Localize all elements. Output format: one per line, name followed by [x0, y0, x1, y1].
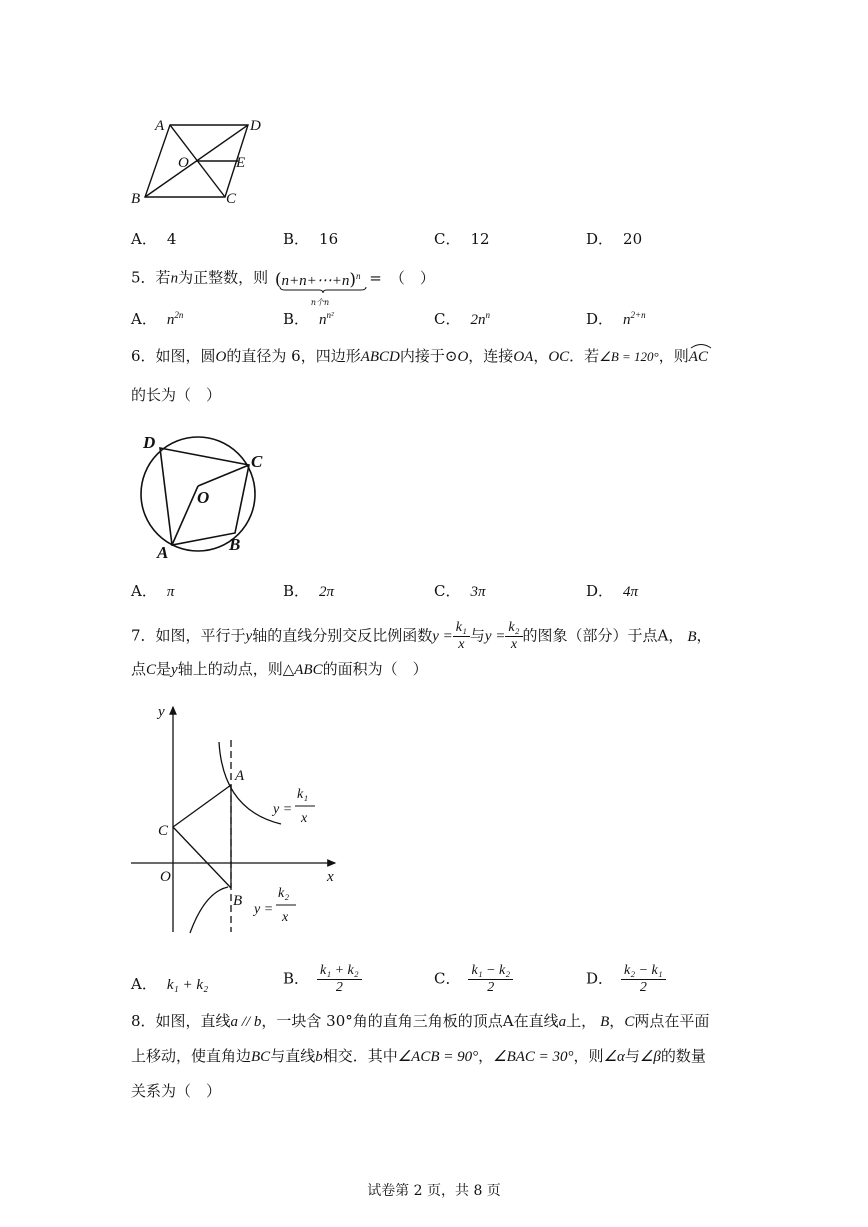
- q6-option-c[interactable]: C． 3π: [434, 582, 486, 600]
- label-y: y: [158, 704, 165, 720]
- q7-stem-line2: 点C是y轴上的动点，则△ABC的面积为（ ）: [131, 660, 428, 678]
- curve2-num: k₂: [278, 886, 290, 901]
- label-d: D: [250, 118, 261, 134]
- q8-stem-line3: 关系为（ ）: [131, 1082, 222, 1100]
- label-o: O: [160, 869, 171, 885]
- label-o: O: [178, 155, 189, 171]
- q4-option-c[interactable]: C． 12: [434, 230, 490, 248]
- q6-option-d[interactable]: D． 4π: [586, 582, 639, 600]
- q8-stem-line2: 上移动，使直角边BC与直线b相交．其中∠ACB = 90°，∠BAC = 30°，则∠α与∠β的数量: [131, 1047, 706, 1065]
- label-b: B: [131, 191, 141, 207]
- label-x: x: [327, 869, 334, 885]
- label-d: D: [143, 433, 156, 452]
- q6-option-b[interactable]: B． 2π: [283, 582, 335, 600]
- label-e: E: [236, 155, 246, 171]
- q7-option-a[interactable]: A． k₁ + k₂: [131, 975, 209, 993]
- q5-option-d[interactable]: D． $n^{2+n}$: [586, 310, 646, 328]
- q6-stem-line1: 6．如图，圆O的直径为 6，四边形ABCD内接于⊙O，连接OA，OC．若∠B = 120°，则 AC: [131, 346, 708, 367]
- q5-expression: (n+n+⋯+n)$^n$ n个n: [275, 266, 361, 291]
- page-footer: 试卷第 2 页，共 8 页: [367, 1183, 501, 1199]
- q6-option-a[interactable]: A． π: [131, 582, 175, 600]
- fraction-k1-x: $\frac{\text{k₁}}{x}$: [453, 620, 470, 653]
- label-a: A: [235, 768, 245, 784]
- label-c: C: [226, 191, 237, 207]
- label-b: B: [233, 893, 243, 909]
- q7-stem-line1: 7．如图，平行于y轴的直线分别交反比例函数y = $\frac{\text{k₁}}{x}$ 与y = $\frac{\text{k₂}}{x}$ 的图象（部分）于点A， B，: [131, 620, 712, 652]
- q5-option-b[interactable]: B． $n^{n^2}$: [283, 310, 334, 328]
- q7-option-b[interactable]: B． $\frac{\text{k₁ + k₂}}{2}$: [283, 963, 362, 996]
- curve2-den: x: [282, 910, 289, 925]
- arc-icon: [690, 343, 712, 349]
- q5-stem: 5．若n为正整数，则 (n+n+⋯+n)$^n$ n个n = （ ）: [131, 266, 435, 291]
- label-c: C: [158, 823, 169, 839]
- label-b: B: [229, 535, 241, 554]
- q5-option-c[interactable]: C． $2n^n$: [434, 310, 490, 328]
- curve1-num: k₁: [297, 787, 309, 802]
- parallelogram-figure: [125, 112, 265, 212]
- label-a: A: [155, 118, 165, 134]
- label-a: A: [157, 543, 169, 560]
- q4-option-a[interactable]: A． 4: [131, 230, 177, 248]
- arc-ac: AC: [689, 346, 708, 367]
- circle-quadrilateral-figure: [135, 428, 275, 560]
- q7-option-c[interactable]: C． $\frac{\text{k₁ − k₂}}{2}$: [434, 963, 513, 996]
- q5-option-a[interactable]: A． $n^{2n}$: [131, 310, 184, 328]
- curve2-label: y =: [254, 902, 274, 917]
- q4-option-d[interactable]: D． 20: [586, 230, 643, 248]
- label-o: O: [197, 488, 210, 507]
- curve1-den: x: [301, 811, 308, 826]
- q8-stem-line1: 8．如图，直线a // b，一块含 30°角的直角三角板的顶点A在直线a上， B，C两点在平面: [131, 1012, 710, 1030]
- q7-option-d[interactable]: D． $\frac{\text{k₂ − k₁}}{2}$: [586, 963, 666, 996]
- q4-option-b[interactable]: B． 16: [283, 230, 339, 248]
- curve1-label: y =: [273, 802, 293, 817]
- fraction-k2-x: $\frac{\text{k₂}}{x}$: [505, 620, 522, 653]
- q6-stem-line2: 的长为（ ）: [131, 386, 222, 404]
- hyperbola-figure: [125, 700, 345, 940]
- label-c: C: [251, 452, 263, 471]
